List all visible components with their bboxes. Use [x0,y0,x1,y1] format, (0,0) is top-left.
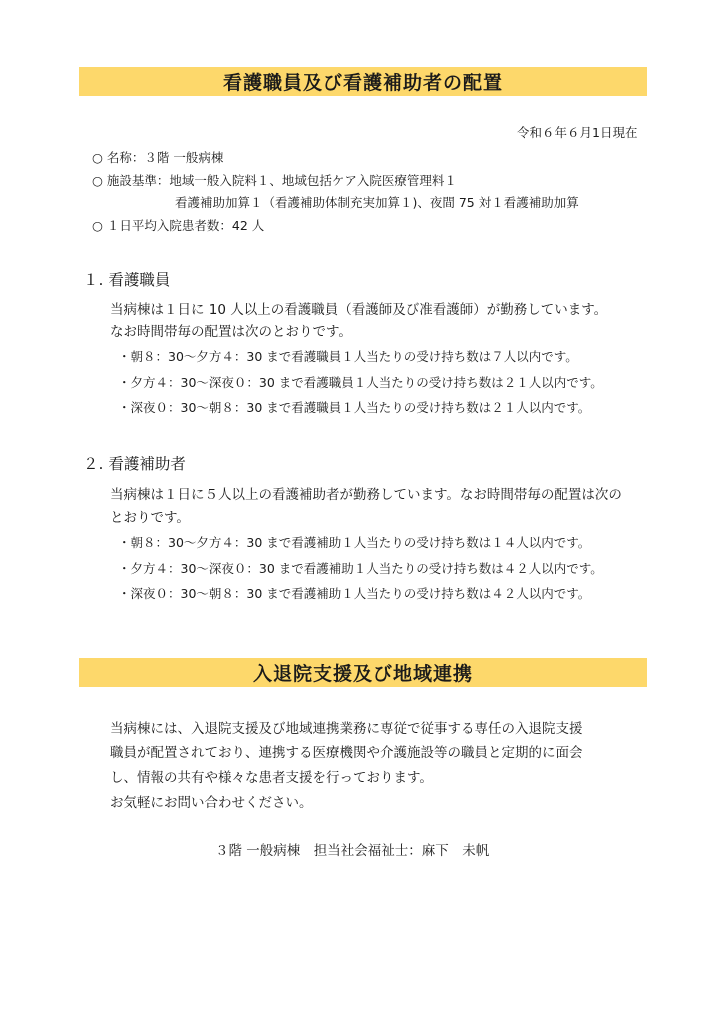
section-title-staffing: 看護職員及び看護補助者の配置 [79,67,647,96]
aides-intro-1: 当病棟は１日に５人以上の看護補助者が勤務しています。なお時間帯毎の配置は次の [110,487,622,503]
nurses-bullet-night: ・深夜０：30～朝８：30 まで看護職員１人当たりの受け持ち数は２１人以内です。 [118,400,591,415]
support-paragraph-4: お気軽にお問い合わせください。 [110,795,313,811]
support-paragraph-1: 当病棟には、入退院支援及び地域連携業務に専従で従事する専任の入退院支援 [110,721,583,737]
nurses-intro-2: なお時間帯毎の配置は次のとおりです。 [110,324,352,340]
heading-aides: ２. 看護補助者 [83,455,186,473]
as-of-date: 令和６年６月1日現在 [517,125,638,140]
section-title-discharge-support: 入退院支援及び地域連携 [79,658,647,687]
support-paragraph-3: し、情報の共有や様々な患者支援を行っております。 [110,770,433,786]
aides-intro-2: とおりです。 [110,510,190,526]
ward-name: ○ 名称：３階 一般病棟 [92,150,224,165]
aides-bullet-night: ・深夜０：30～朝８：30 まで看護補助１人当たりの受け持ち数は４２人以内です。 [118,586,591,601]
facility-standard-cont: 看護補助加算１（看護補助体制充実加算１)、夜間 75 対１看護補助加算 [175,195,579,210]
nurses-bullet-day: ・朝８：30～夕方４：30 まで看護職員１人当たりの受け持ち数は７人以内です。 [118,349,578,364]
contact-person: ３階 一般病棟 担当社会福祉士：麻下 未帆 [215,843,490,859]
nurses-intro-1: 当病棟は１日に 10 人以上の看護職員（看護師及び准看護師）が勤務しています。 [110,302,608,318]
heading-nurses: １. 看護職員 [83,271,171,289]
nurses-bullet-evening: ・夕方４：30～深夜０：30 まで看護職員１人当たりの受け持ち数は２１人以内です。 [118,375,603,390]
aides-bullet-day: ・朝８：30～夕方４：30 まで看護補助１人当たりの受け持ち数は１４人以内です。 [118,535,591,550]
aides-bullet-evening: ・夕方４：30～深夜０：30 まで看護補助１人当たりの受け持ち数は４２人以内です。 [118,561,603,576]
facility-standard: ○ 施設基準：地域一般入院料１、地域包括ケア入院医療管理料１ [92,173,457,188]
support-paragraph-2: 職員が配置されており、連携する医療機関や介護施設等の職員と定期的に面会 [110,745,583,761]
daily-patients: ○ １日平均入院患者数：42 人 [92,218,265,233]
